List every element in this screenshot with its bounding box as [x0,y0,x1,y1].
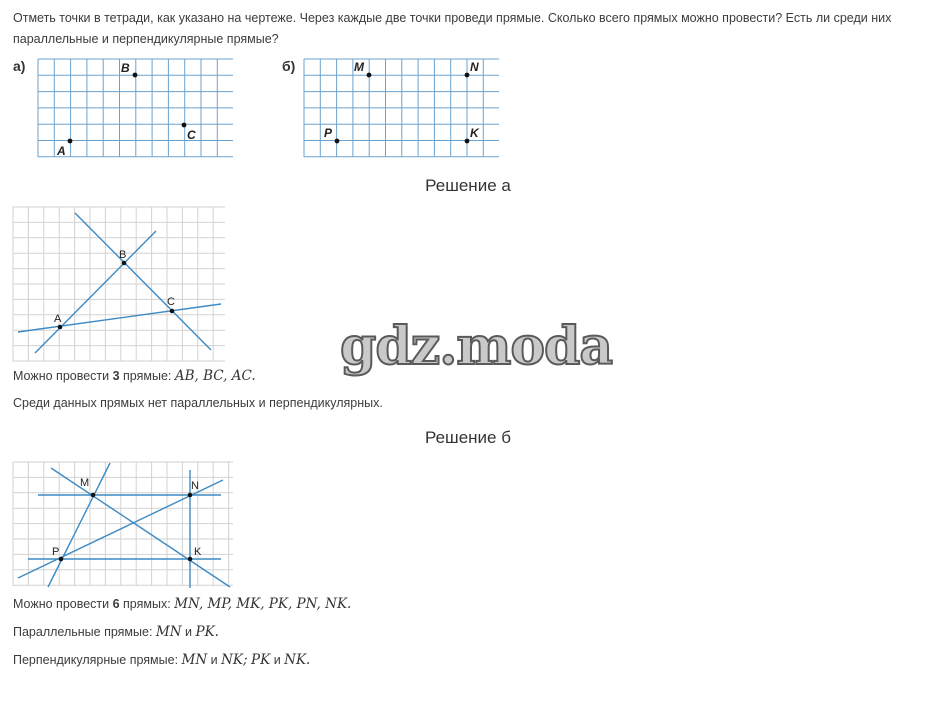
sol-a-label-a: A [54,313,62,325]
point-k [465,139,470,144]
sol-b-label-p: P [52,546,60,558]
perp-line-2: NK; [221,652,248,668]
solution-a-grid [13,207,225,361]
solution-b-count-suffix: прямых: [119,597,175,611]
solution-b-diagram [13,460,235,590]
task-text: Отметь точки в тетради, как указано на чертеже. Через каждые две точки проведи прямые. Сколько всего прямых можно провести? Есть ли среди них параллельные и перпендикулярные прямые? [13,11,892,46]
perp-and-1: и [207,653,222,667]
point-m-label: M [354,60,364,74]
point-p-label: P [324,126,333,140]
line-ac [18,304,221,332]
solution-b-parallel [13,624,219,640]
sol-a-point-c [170,309,175,314]
parallel-label: Параллельные прямые: [13,625,156,639]
solution-a-note: Среди данных прямых нет параллельных и перпендикулярных. [13,396,383,410]
point-k-label: K [470,126,479,140]
sol-b-point-n [188,493,193,498]
point-m [367,73,372,78]
figure-a [13,55,243,163]
watermark: gdz.moda [340,316,613,377]
point-c [182,123,187,128]
line-ab [35,231,156,353]
solution-b-lines: MN, MP, MK, PK, PN, NK. [174,596,352,612]
solution-b-count-prefix: Можно провести [13,597,113,611]
sol-b-point-m [91,493,96,498]
point-b-label: B [121,61,130,75]
solution-b-count: 6 [112,597,120,611]
sol-b-label-k: K [194,546,202,558]
sol-b-label-n: N [191,480,199,492]
solution-a-heading: Решение а [425,176,511,195]
solution-b-count-line [13,596,351,612]
parallel-line-2: PK. [195,624,219,640]
point-a-label: A [57,144,66,158]
sol-b-label-m: M [80,477,90,489]
perp-line-1: MN [181,652,208,668]
solution-b-perpendicular [13,652,310,668]
point-n [465,73,470,78]
point-p [335,139,340,144]
figure-a-label: а) [13,58,26,74]
solution-a-diagram [13,205,228,365]
solution-a-count: 3 [112,369,120,383]
sol-a-point-b [122,261,127,266]
sol-a-label-c: C [167,296,175,308]
perp-and-2: и [270,653,285,667]
sol-b-point-p [59,557,64,562]
parallel-and: и [181,625,196,639]
parallel-line-1: MN [155,624,182,640]
solution-a-count-line [13,368,256,384]
sol-b-point-k [188,557,193,562]
point-n-label: N [470,60,479,74]
figure-b [282,55,502,163]
solution-a-count-suffix: прямые: [119,369,175,383]
line-mp [48,463,110,587]
solution-b-heading: Решение б [425,428,511,447]
sol-a-label-b: B [119,249,127,261]
point-b [133,73,138,78]
perp-line-3: PK [251,652,271,668]
line-bc [75,213,211,350]
perp-line-4: NK. [284,652,311,668]
sol-a-point-a [58,325,63,330]
point-a [68,139,73,144]
solution-a-count-prefix: Можно провести [13,369,113,383]
point-c-label: C [187,128,196,142]
perp-label: Перпендикулярные прямые: [13,653,182,667]
solution-a-lines: AB, BC, AC. [174,368,256,384]
figure-b-label: б) [282,58,296,74]
